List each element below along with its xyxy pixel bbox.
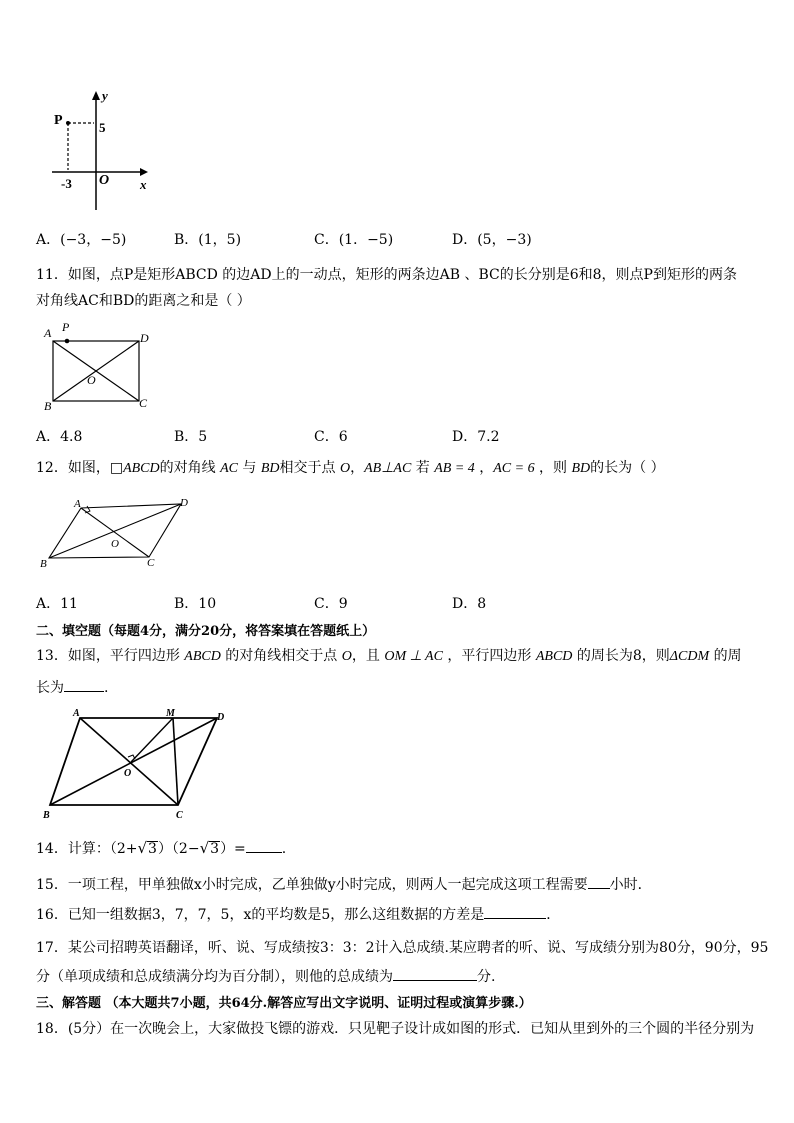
q12-t1: 的对角线 bbox=[159, 460, 216, 476]
q13-t2: ，且 bbox=[351, 648, 380, 664]
q10-option-a[interactable]: A．(−3，−5) bbox=[36, 232, 127, 248]
q11-option-a[interactable]: A．4.8 bbox=[36, 429, 83, 445]
q13-label-b: B bbox=[43, 810, 50, 821]
q12-t3: 相交于点 bbox=[279, 460, 336, 476]
q13-label-d: D bbox=[217, 712, 225, 723]
q13-o: O bbox=[341, 649, 352, 664]
q12-label-d: D bbox=[180, 497, 188, 509]
q17-line2: 分（单项成绩和总成绩满分均为百分制），则他的总成绩为 bbox=[36, 969, 393, 985]
q11-option-c[interactable]: C．6 bbox=[314, 429, 348, 445]
q11-option-b[interactable]: B．5 bbox=[174, 429, 208, 445]
q13-line2-prefix: 长为 bbox=[36, 680, 64, 696]
q13-t1: 的对角线相交于点 bbox=[225, 648, 338, 664]
q13-parallelogram-figure bbox=[40, 708, 230, 824]
q17-text-line1: 17．某公司招聘英语翻译，听、说、写成绩按3：3：2计入总成绩.某应聘者的听、说、写成绩分别为80分，90分，95 bbox=[36, 940, 769, 956]
q13-prefix: 13．如图，平行四边形 bbox=[36, 648, 180, 664]
section-3-heading: 三、解答题 （本大题共7小题，共64分.解答应写出文字说明、证明过程或演算步骤.） bbox=[36, 996, 532, 1011]
q10-option-d[interactable]: D．(5，−3) bbox=[452, 232, 532, 248]
q13-abcd: ABCD bbox=[184, 649, 221, 664]
q13-om-perp-ac: OM ⊥ AC bbox=[384, 649, 443, 664]
q12-t2: 与 bbox=[242, 460, 257, 476]
q13-text-line2 bbox=[36, 677, 108, 697]
q12-prefix: 12．如图， bbox=[36, 460, 110, 476]
q10-option-c[interactable]: C．(1．−5) bbox=[314, 232, 394, 248]
q12-o: O bbox=[340, 461, 351, 476]
q14-suffix: ）= bbox=[220, 841, 246, 857]
q13-answer-blank[interactable] bbox=[64, 677, 104, 692]
q13-label-m: M bbox=[166, 708, 175, 719]
q14-prefix: 14．计算：（2+ bbox=[36, 841, 138, 857]
q18-text-line1: 18．(5分）在一次晚会上，大家做投飞镖的游戏．只见靶子设计成如图的形式．已知从里到外的三个圆的半径分别为 bbox=[36, 1021, 755, 1037]
q10-x-label: x bbox=[140, 177, 147, 192]
q12-t8: 的长为（ ） bbox=[590, 460, 665, 476]
q16-text bbox=[36, 904, 560, 924]
q12-abcd: ABCD bbox=[123, 461, 160, 476]
q10-y-label: y bbox=[102, 88, 108, 103]
q13-t5: 的周 bbox=[713, 648, 742, 664]
q12-bd: BD bbox=[260, 461, 280, 476]
q13-label-a: A bbox=[73, 708, 80, 719]
q12-ac-eq: AC = 6 bbox=[493, 461, 535, 476]
q10-five-label: 5 bbox=[99, 120, 106, 135]
q11-label-o: O bbox=[87, 373, 96, 387]
q13-triangle: ΔCDM bbox=[669, 649, 710, 664]
q14-text: 14．计算：（2+√3）（2−√3）= . bbox=[36, 839, 287, 857]
q12-bd2: BD bbox=[571, 461, 591, 476]
q15-suffix: 小时． bbox=[609, 877, 652, 893]
q14-answer-blank[interactable] bbox=[246, 838, 282, 853]
q12-ac: AC bbox=[220, 461, 238, 476]
q15-text bbox=[36, 874, 652, 894]
q12-option-d[interactable]: D．8 bbox=[452, 596, 487, 612]
q13-t4: 的周长为8，则 bbox=[576, 648, 670, 664]
q12-label-c: C bbox=[147, 557, 155, 569]
q13-text-line1 bbox=[36, 645, 742, 665]
q12-t5: 若 bbox=[415, 460, 430, 476]
section-2-heading: 二、填空题（每题4分，满分20分，将答案填在答题纸上） bbox=[36, 624, 376, 639]
q12-option-a[interactable]: A．11 bbox=[36, 596, 78, 612]
q12-label-o: O bbox=[111, 538, 119, 550]
q13-label-o: O bbox=[124, 768, 132, 779]
q12-option-c[interactable]: C．9 bbox=[314, 596, 348, 612]
q13-line2-suffix: . bbox=[104, 680, 109, 696]
q12-ab-perp-ac: AB⊥AC bbox=[364, 461, 412, 476]
q10-p-label: P bbox=[54, 113, 63, 128]
q10-neg3-label: -3 bbox=[61, 176, 72, 191]
q10-origin-label: O bbox=[99, 173, 110, 188]
q12-t7: ，则 bbox=[539, 460, 568, 476]
q10-option-b[interactable]: B．(1，5) bbox=[174, 232, 242, 248]
q16-body: 16．已知一组数据3，7，7，5，x的平均数是5，那么这组数据的方差是 bbox=[36, 907, 485, 923]
q13-abcd2: ABCD bbox=[535, 649, 573, 664]
q11-text-line2: 对角线AC和BD的距离之和是（ ） bbox=[36, 293, 251, 309]
q11-label-c: C bbox=[139, 396, 148, 410]
q11-option-d[interactable]: D．7.2 bbox=[452, 429, 500, 445]
q12-parallelogram-figure bbox=[36, 494, 206, 576]
q14-mid: ）（2− bbox=[157, 841, 200, 857]
q12-t6: ， bbox=[479, 460, 494, 476]
q12-label-b: B bbox=[40, 558, 47, 570]
q12-text bbox=[36, 457, 665, 477]
q12-label-a: A bbox=[74, 498, 81, 510]
q11-text-line1: 11．如图，点P是矩形ABCD 的边AD上的一动点，矩形的两条边AB 、BC的长分别是6和8，则点P到矩形的两条 bbox=[36, 267, 737, 283]
q11-label-a: A bbox=[44, 326, 52, 340]
q17-answer-blank[interactable] bbox=[393, 966, 477, 981]
q14-end: . bbox=[281, 841, 287, 857]
q12-t4: ， bbox=[350, 460, 365, 476]
q17-line2-suffix: 分. bbox=[477, 969, 496, 985]
q11-rectangle-figure bbox=[40, 318, 160, 412]
q16-answer-blank[interactable] bbox=[484, 904, 546, 919]
q16-suffix: ． bbox=[546, 907, 561, 923]
q11-label-b: B bbox=[44, 399, 52, 412]
q15-answer-blank[interactable] bbox=[588, 874, 610, 889]
q17-text-line2 bbox=[36, 966, 495, 986]
q13-t3: ，平行四边形 bbox=[447, 648, 532, 664]
q12-option-b[interactable]: B．10 bbox=[174, 596, 217, 612]
q11-label-d: D bbox=[140, 331, 149, 345]
q11-label-p: P bbox=[62, 320, 70, 334]
q12-parallelogram-symbol: □ bbox=[109, 460, 124, 476]
q13-label-c: C bbox=[176, 810, 183, 821]
q12-ab-eq: AB = 4 bbox=[434, 461, 475, 476]
q14-root2: 3 bbox=[210, 841, 220, 857]
q10-coordinate-figure bbox=[44, 86, 154, 211]
q14-root1: 3 bbox=[148, 841, 157, 857]
q15-body: 15．一项工程，甲单独做x小时完成，乙单独做y小时完成，则两人一起完成这项工程需要 bbox=[36, 877, 588, 893]
